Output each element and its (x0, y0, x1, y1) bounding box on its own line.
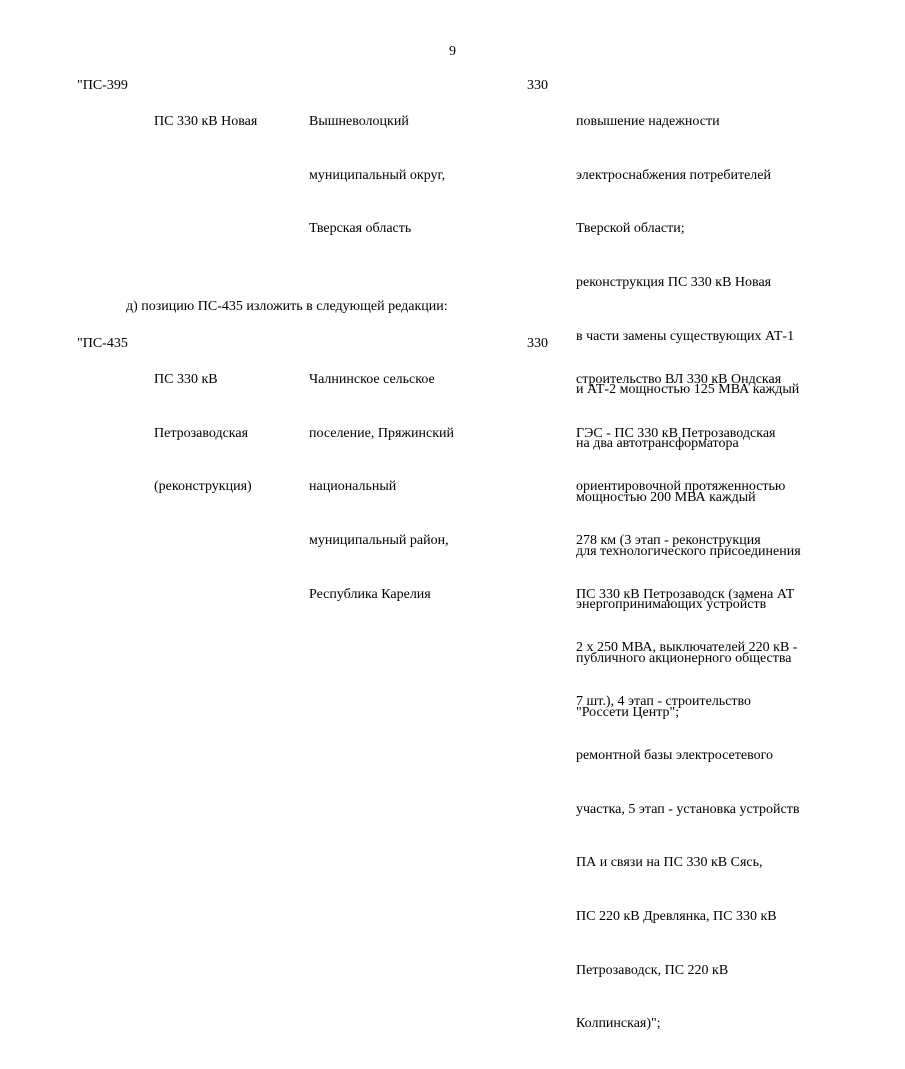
row-voltage: 330 (527, 336, 548, 351)
description-line: ПС 330 кВ Петрозаводск (замена АТ (576, 586, 795, 602)
description-line: реконструкция ПС 330 кВ Новая (576, 274, 772, 290)
description-line: электроснабжения потребителей (576, 167, 771, 183)
description-line: ремонтной базы электросетевого (576, 747, 773, 763)
row-name (154, 335, 252, 532)
location-line: муниципальный округ, (309, 167, 446, 183)
location-line: Тверская область (309, 221, 412, 237)
description-line: энергопринимающих устройств (576, 597, 767, 613)
description-line: "Россети Центр"; (576, 704, 680, 720)
description-line: 2 х 250 МВА, выключателей 220 кВ - (576, 640, 798, 656)
amendment-instruction: д) позицию ПС-435 изложить в следующей редакции: (126, 299, 448, 314)
name-line: ПС 330 кВ (154, 371, 218, 387)
description-line: 7 шт.), 4 этап - строительство (576, 694, 752, 710)
row-voltage: 330 (527, 78, 548, 93)
description-line: Тверской области; (576, 221, 685, 237)
location-line: Вышневолоцкий (309, 113, 409, 129)
description-line: ГЭС - ПС 330 кВ Петрозаводская (576, 425, 776, 441)
page-number: 9 (449, 44, 456, 59)
location-line: Чалнинское сельское (309, 371, 435, 387)
row-location (309, 77, 445, 274)
location-line: поселение, Пряжинский (309, 425, 455, 441)
description-line: ориентировочной протяженностью (576, 479, 786, 495)
description-line: публичного акционерного общества (576, 651, 792, 666)
description-line: 278 км (3 этап - реконструкция (576, 532, 761, 548)
description-line: строительство ВЛ 330 кВ Ондская (576, 371, 782, 387)
name-line: ПС 330 кВ Новая (154, 113, 258, 129)
description-line: Петрозаводск, ПС 220 кВ (576, 962, 729, 978)
description-line: для технологического присоединения (576, 543, 801, 559)
description-line: повышение надежности (576, 113, 720, 129)
name-line: Петрозаводская (154, 425, 249, 441)
description-line: участка, 5 этап - установка устройств (576, 801, 800, 817)
description-line: и АТ-2 мощностью 125 МВА каждый (576, 382, 800, 398)
row-code: "ПС-435 (77, 336, 128, 351)
location-line: национальный (309, 479, 397, 495)
row-location (309, 335, 454, 639)
name-line: (реконструкция) (154, 479, 252, 495)
description-line: Колпинская)"; (576, 1016, 661, 1032)
description-line: мощностью 200 МВА каждый (576, 489, 756, 505)
description-line: в части замены существующих АТ-1 (576, 328, 795, 344)
location-line: Республика Карелия (309, 586, 431, 602)
description-line: ПА и связи на ПС 330 кВ Сясь, (576, 855, 763, 871)
row-description (576, 335, 799, 1069)
description-line: ПС 220 кВ Древлянка, ПС 330 кВ (576, 909, 777, 924)
location-line: муниципальный район, (309, 532, 449, 548)
row-code: "ПС-399 (77, 78, 128, 93)
row-name (154, 77, 257, 167)
description-line: на два автотрансформатора (576, 436, 739, 452)
